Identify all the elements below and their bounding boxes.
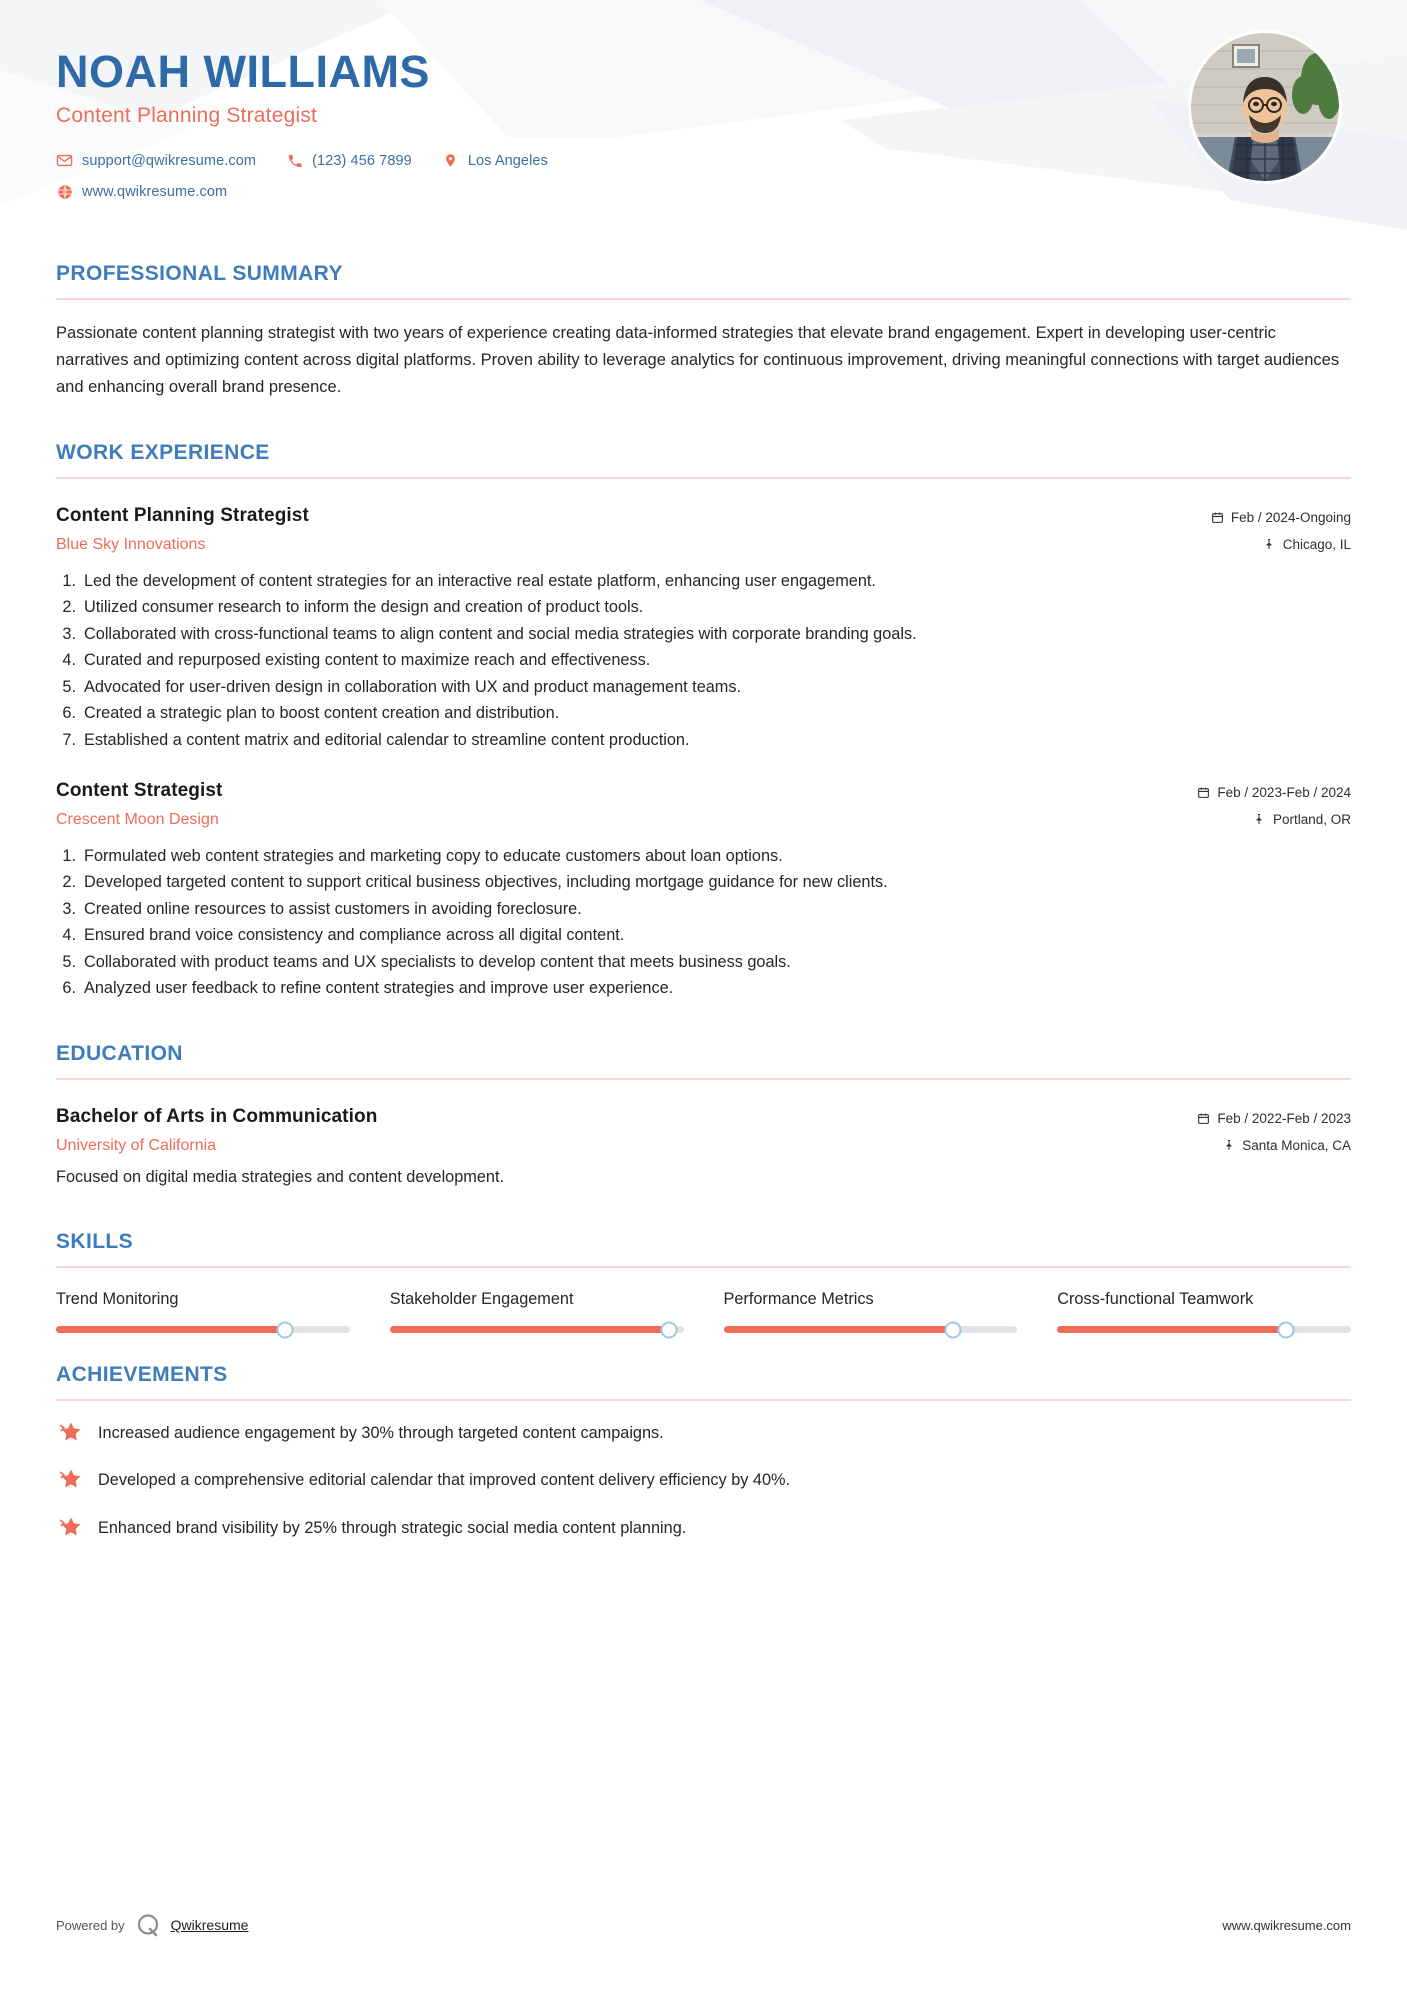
powered-by-label: Powered by bbox=[56, 1917, 125, 1933]
achievement-text: Developed a comprehensive editorial calendar that improved content delivery efficiency by 40%. bbox=[98, 1471, 791, 1490]
achievement-text: Increased audience engagement by 30% through targeted content campaigns. bbox=[98, 1424, 664, 1443]
powered-by-block bbox=[56, 1912, 248, 1938]
section-divider bbox=[56, 298, 1351, 300]
page-title: NOAH WILLIAMS bbox=[56, 46, 430, 97]
skill-slider-handle[interactable] bbox=[277, 1321, 294, 1338]
section-divider bbox=[56, 1399, 1351, 1401]
work-date bbox=[1211, 510, 1351, 525]
section-divider bbox=[56, 1078, 1351, 1080]
section-heading-education: EDUCATION bbox=[56, 1041, 183, 1065]
pin-icon bbox=[1253, 813, 1266, 826]
work-location-text: Portland, OR bbox=[1272, 811, 1351, 827]
work-job-title: Content Planning Strategist bbox=[56, 504, 309, 526]
list-item bbox=[56, 1421, 1351, 1445]
work-date-text: Feb / 2024-Ongoing bbox=[1230, 509, 1351, 525]
list-item: 2. Utilized consumer research to inform the design and creation of product tools. bbox=[62, 598, 644, 617]
skill-slider-handle[interactable] bbox=[1278, 1321, 1295, 1338]
list-item bbox=[56, 1516, 1351, 1540]
resume-header bbox=[0, 0, 1407, 262]
calendar-icon bbox=[1197, 1112, 1210, 1125]
skill-item bbox=[56, 1290, 350, 1333]
work-location bbox=[1197, 812, 1351, 827]
contact-email-text: support@qwikresume.com bbox=[82, 152, 257, 169]
list-item: 7. Established a content matrix and editorial calendar to streamline content production. bbox=[62, 731, 690, 750]
skill-item bbox=[724, 1290, 1018, 1333]
work-location-text: Chicago, IL bbox=[1282, 536, 1351, 552]
skill-label: Stakeholder Engagement bbox=[389, 1290, 574, 1309]
list-item: 1. Formulated web content strategies and marketing copy to educate customers about loan options. bbox=[62, 846, 783, 865]
work-company-name: Crescent Moon Design bbox=[56, 810, 219, 828]
education-location bbox=[1197, 1138, 1351, 1153]
contact-email[interactable] bbox=[56, 152, 256, 169]
email-icon bbox=[56, 152, 73, 169]
list-item: 3. Created online resources to assist customers in avoiding foreclosure. bbox=[62, 899, 582, 918]
section-work-experience bbox=[56, 441, 1351, 1002]
location-pin-icon bbox=[442, 152, 459, 169]
contact-row-primary bbox=[56, 152, 1407, 169]
section-heading-work: WORK EXPERIENCE bbox=[56, 440, 270, 464]
job-role-subtitle: Content Planning Strategist bbox=[56, 104, 318, 128]
pin-icon bbox=[1263, 538, 1276, 551]
list-item bbox=[56, 1468, 1351, 1492]
star-icon bbox=[56, 1514, 82, 1540]
section-divider bbox=[56, 477, 1351, 479]
calendar-icon bbox=[1211, 511, 1224, 524]
work-job-title: Content Strategist bbox=[56, 779, 223, 801]
work-date bbox=[1197, 785, 1351, 800]
resume-body bbox=[0, 262, 1407, 1540]
skill-progress-bar bbox=[1057, 1326, 1351, 1333]
skill-slider-handle[interactable] bbox=[944, 1321, 961, 1338]
education-degree: Bachelor of Arts in Communication bbox=[56, 1105, 378, 1127]
qwikresume-brand-link[interactable]: Qwikresume bbox=[170, 1917, 249, 1933]
skill-label: Trend Monitoring bbox=[56, 1290, 179, 1309]
skill-item bbox=[1057, 1290, 1351, 1333]
skill-slider-handle[interactable] bbox=[660, 1321, 677, 1338]
contact-phone[interactable] bbox=[286, 152, 412, 169]
list-item: 5. Collaborated with product teams and UX specialists to develop content that meets business goals. bbox=[62, 952, 791, 971]
education-date-text: Feb / 2022-Feb / 2023 bbox=[1217, 1110, 1351, 1126]
achievement-list bbox=[56, 1421, 1351, 1540]
section-achievements bbox=[56, 1363, 1351, 1540]
section-education bbox=[56, 1042, 1351, 1190]
list-item: 4. Ensured brand voice consistency and compliance across all digital content. bbox=[62, 926, 625, 945]
skill-progress-bar bbox=[724, 1326, 1018, 1333]
summary-text: Passionate content planning strategist with two years of experience creating data-informed strategies that elevate brand engagement. Expert in developing user-centric narratives and optimizing content across digital platforms. Proven ability to leverage analytics for continuous improvement, driving meaningful connections with target audiences and enhancing overall brand presence. bbox=[56, 324, 1340, 396]
qwikresume-logo-icon bbox=[135, 1912, 161, 1938]
globe-icon bbox=[56, 183, 73, 200]
skill-progress-fill bbox=[1057, 1326, 1286, 1333]
work-entry bbox=[56, 780, 1351, 1002]
calendar-icon bbox=[1197, 786, 1210, 799]
skill-progress-bar bbox=[56, 1326, 350, 1333]
skill-label: Performance Metrics bbox=[723, 1290, 874, 1309]
skill-label: Cross-functional Teamwork bbox=[1057, 1290, 1254, 1309]
skill-item bbox=[390, 1290, 684, 1333]
contact-website[interactable] bbox=[56, 183, 227, 200]
education-date bbox=[1197, 1111, 1351, 1126]
work-company-name: Blue Sky Innovations bbox=[56, 535, 206, 553]
footer-url[interactable]: www.qwikresume.com bbox=[1222, 1917, 1351, 1933]
list-item: 6. Created a strategic plan to boost content creation and distribution. bbox=[62, 704, 560, 723]
list-item: 3. Collaborated with cross-functional teams to align content and social media strategies with corporate branding goals. bbox=[62, 624, 917, 643]
list-item: 5. Advocated for user-driven design in collaboration with UX and product management teams. bbox=[62, 677, 742, 696]
skill-progress-fill bbox=[724, 1326, 953, 1333]
work-location bbox=[1211, 537, 1351, 552]
education-description: Focused on digital media strategies and content development. bbox=[56, 1167, 505, 1186]
education-entry bbox=[56, 1106, 1351, 1190]
list-item: 4. Curated and repurposed existing content to maximize reach and effectiveness. bbox=[62, 651, 651, 670]
list-item: 6. Analyzed user feedback to refine content strategies and improve user experience. bbox=[62, 979, 674, 998]
section-heading-summary: PROFESSIONAL SUMMARY bbox=[56, 262, 343, 285]
education-location-text: Santa Monica, CA bbox=[1242, 1137, 1351, 1153]
section-professional-summary bbox=[56, 262, 1351, 401]
section-skills bbox=[56, 1230, 1351, 1333]
contact-location bbox=[442, 152, 548, 169]
contact-location-text: Los Angeles bbox=[467, 152, 548, 169]
section-divider bbox=[56, 1266, 1351, 1268]
phone-icon bbox=[286, 152, 303, 169]
star-icon bbox=[56, 1419, 82, 1445]
contact-row-website bbox=[56, 183, 1407, 200]
contact-website-text: www.qwikresume.com bbox=[82, 183, 228, 200]
education-school: University of California bbox=[56, 1136, 217, 1154]
contact-phone-text: (123) 456 7899 bbox=[312, 152, 412, 169]
list-item: 1. Led the development of content strategies for an interactive real estate platform, enhancing user engagement. bbox=[62, 571, 876, 590]
skill-progress-fill bbox=[56, 1326, 285, 1333]
work-bullet-list bbox=[56, 843, 1351, 1002]
pin-icon bbox=[1222, 1139, 1235, 1152]
list-item: 2. Developed targeted content to support critical business objectives, including mortgage guidance for new clients. bbox=[62, 873, 888, 892]
skill-progress-bar bbox=[390, 1326, 684, 1333]
skills-grid bbox=[56, 1290, 1351, 1333]
star-icon bbox=[56, 1466, 82, 1492]
skill-progress-fill bbox=[390, 1326, 669, 1333]
section-heading-achievements: ACHIEVEMENTS bbox=[56, 1363, 228, 1387]
avatar bbox=[1191, 33, 1339, 181]
achievement-text: Enhanced brand visibility by 25% through strategic social media content planning. bbox=[98, 1518, 687, 1537]
work-entry bbox=[56, 505, 1351, 754]
work-date-text: Feb / 2023-Feb / 2024 bbox=[1217, 784, 1351, 800]
page-footer bbox=[56, 1912, 1351, 1938]
work-bullet-list bbox=[56, 568, 1351, 754]
avatar-photo bbox=[1191, 33, 1339, 181]
section-heading-skills: SKILLS bbox=[56, 1230, 134, 1254]
